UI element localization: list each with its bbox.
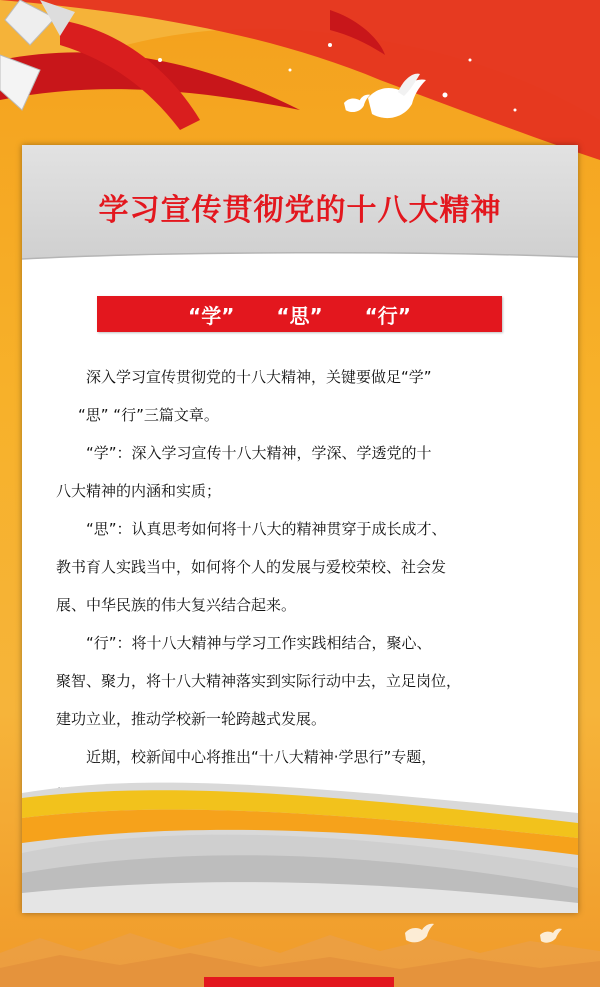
bottom-red-bar [204, 977, 394, 987]
paragraph-line: 近期，校新闻中心将推出“十八大精神·学思行”专题， [86, 748, 437, 766]
paragraph-line: 教书育人实践当中，如何将个人的发展与爱校荣校、社会发 [56, 558, 447, 576]
paragraph-line: 深入学习宣传贯彻党的十八大精神，关键要做足“学” [86, 368, 432, 386]
decorative-waves [22, 763, 578, 913]
paragraph-line: “行”：将十八大精神与学习工作实践相结合，聚心、 [86, 634, 432, 652]
subtitle-banner [97, 296, 502, 332]
header-divider [22, 249, 578, 267]
page-title: 学习宣传贯彻党的十八大精神 [98, 193, 502, 228]
paragraph-line: 聚智、聚力，将十八大精神落实到实际行动中去，立足岗位， [56, 672, 462, 690]
paragraph-line: 展、中华民族的伟大复兴结合起来。 [56, 596, 297, 614]
paragraph-line: 八大精神的内涵和实质； [56, 482, 222, 500]
article-body [56, 358, 536, 814]
bottom-scenery [0, 913, 600, 987]
paragraph-line: “学”：深入学习宣传十八大精神，学深、学透党的十 [86, 444, 432, 462]
subtitle-item-think: “思” [276, 303, 323, 328]
content-card [22, 145, 578, 913]
paragraph-line: 建功立业，推动学校新一轮跨越式发展。 [56, 710, 327, 728]
paragraph-line: “思” “行”三篇文章。 [78, 406, 219, 424]
subtitle-item-act: “行” [364, 303, 411, 328]
card-header [22, 145, 578, 265]
dove-icon [344, 95, 370, 112]
paragraph-line: “思”：认真思考如何将十八大的精神贯穿于成长成才、 [86, 520, 447, 538]
subtitle-item-learn: “学” [188, 303, 235, 328]
